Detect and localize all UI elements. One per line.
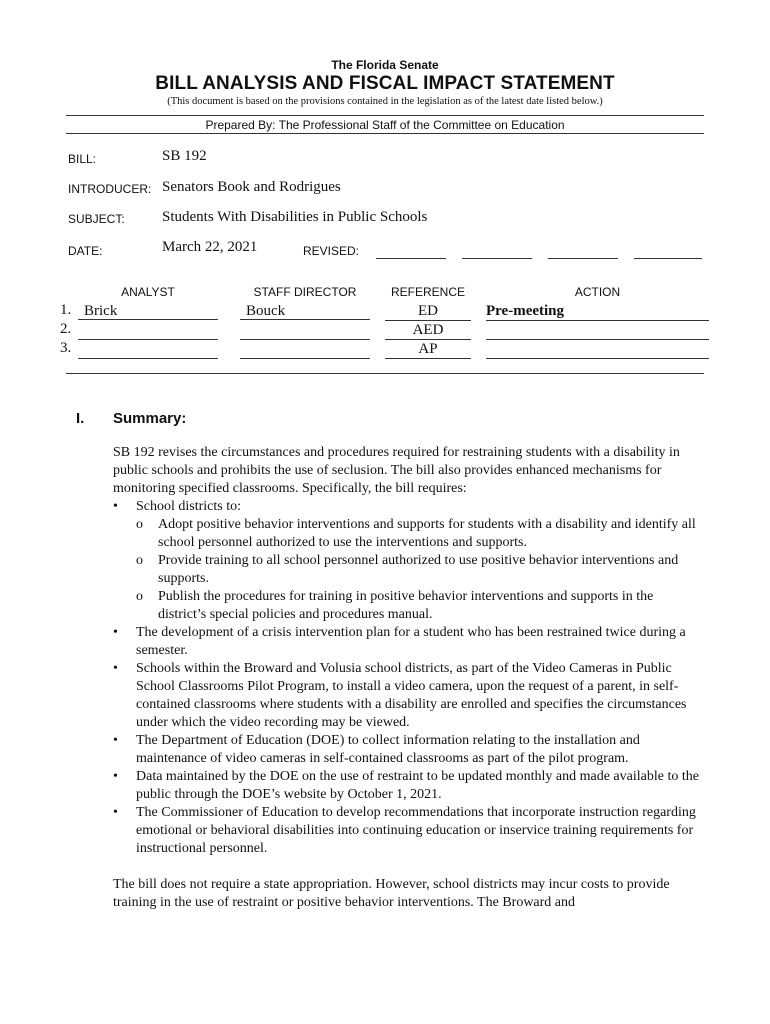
summary-intro: SB 192 revises the circumstances and procedures required for restraining students with a disability in public schools and prohibits the use of seclusion. The bill also provides enhanced mechanisms for monitoring specified classrooms. Specifically, the bill requires: (113, 445, 680, 496)
analyst-cell: Brick (78, 302, 218, 320)
list-item (113, 624, 703, 660)
summary-closing: The bill does not require a state appropriation. However, school districts may incur costs to provide training in the use of restraint or positive behavior interventions. The Broward and (113, 877, 670, 910)
revised-line-2 (462, 258, 532, 259)
action-cell (486, 340, 709, 359)
document-title: BILL ANALYSIS AND FISCAL IMPACT STATEMENT (155, 73, 615, 94)
introducer-value: Senators Book and Rodrigues (162, 179, 341, 195)
analyst-cell (78, 321, 218, 340)
row-number: 3. (60, 340, 72, 356)
bullet-marker: • (113, 769, 118, 784)
sub-text: Adopt positive behavior interventions and supports for students with a disability and identify all school personnel authorized to use the interventions and supports. (158, 517, 696, 550)
row-number: 1. (60, 302, 72, 318)
col-action: ACTION (574, 285, 621, 299)
list-item (113, 498, 703, 516)
row-number: 2. (60, 321, 72, 337)
col-analyst: ANALYST (121, 285, 175, 299)
subject-label: SUBJECT: (68, 212, 125, 226)
staff-director-cell (240, 340, 370, 359)
sub-list-item (113, 588, 703, 624)
staff-director-cell (240, 321, 370, 340)
sub-text: Publish the procedures for training in positive behavior interventions and supports in the district’s special policies and procedures manual. (158, 589, 654, 622)
sub-list-item (113, 552, 703, 588)
section-number: I. (76, 410, 85, 427)
revised-line-1 (376, 258, 446, 259)
list-item (113, 768, 703, 804)
col-reference: REFERENCE (390, 285, 465, 299)
section-title: Summary: (113, 410, 187, 427)
prepared-by: Prepared By: The Professional Staff of the Committee on Education (205, 118, 565, 132)
revised-label: REVISED: (303, 244, 360, 258)
table-bottom-rule (66, 373, 704, 374)
prepared-rule (66, 133, 704, 134)
analyst-cell (78, 340, 218, 359)
bullet-text: Schools within the Broward and Volusia school districts, as part of the Video Cameras in Public School Classrooms Pilot Program, to install a video camera, upon the request of a parent, in self-contained classrooms where students with a disability are enrolled and specifies the circumstances under which the video recording may be viewed. (136, 661, 687, 730)
revised-line-3 (548, 258, 618, 259)
reference-cell: ED (385, 302, 471, 321)
action-cell (486, 321, 709, 340)
introducer-label: INTRODUCER: (68, 182, 152, 196)
list-item (113, 804, 703, 858)
revised-line-4 (634, 258, 702, 259)
sub-marker: o (136, 553, 143, 568)
bullet-marker: • (113, 733, 118, 748)
subject-value: Students With Disabilities in Public Schools (162, 209, 428, 225)
reference-cell: AP (385, 340, 471, 359)
document-subtitle: (This document is based on the provisions contained in the legislation as of the latest date listed below.) (167, 96, 603, 107)
bullet-marker: • (113, 499, 118, 514)
date-label: DATE: (68, 244, 103, 258)
bill-value: SB 192 (162, 148, 207, 164)
bullet-text: The Department of Education (DOE) to collect information relating to the installation and maintenance of video cameras in self-contained classrooms as part of the pilot program. (136, 733, 640, 766)
reference-cell: AED (385, 321, 471, 340)
sub-text: Provide training to all school personnel authorized to use positive behavior interventions and supports. (158, 553, 679, 586)
bullet-text: Data maintained by the DOE on the use of restraint to be updated monthly and made available to the public through the DOE’s website by October 1, 2021. (136, 769, 699, 802)
bill-label: BILL: (68, 152, 97, 166)
sub-marker: o (136, 517, 143, 532)
list-item (113, 660, 703, 732)
top-rule (66, 115, 704, 116)
col-staff-director: STAFF DIRECTOR (253, 285, 357, 299)
bullet-marker: • (113, 805, 118, 820)
bullet-marker: • (113, 625, 118, 640)
list-item (113, 732, 703, 768)
bullet-text: The Commissioner of Education to develop recommendations that incorporate instruction regarding emotional or behavioral disabilities into continuing education or inservice training requirements for instructional personnel. (136, 805, 696, 856)
action-cell: Pre-meeting (486, 302, 709, 321)
bullet-text: The development of a crisis intervention plan for a student who has been restrained twice during a semester. (136, 625, 686, 658)
bullet-marker: • (113, 661, 118, 676)
date-value: March 22, 2021 (162, 239, 258, 255)
bullet-text: School districts to: (136, 499, 241, 514)
summary-body (113, 444, 703, 912)
paragraph-gap (113, 858, 703, 876)
sub-marker: o (136, 589, 143, 604)
org-name: The Florida Senate (331, 58, 439, 72)
staff-director-cell: Bouck (240, 302, 370, 320)
sub-list-item (113, 516, 703, 552)
